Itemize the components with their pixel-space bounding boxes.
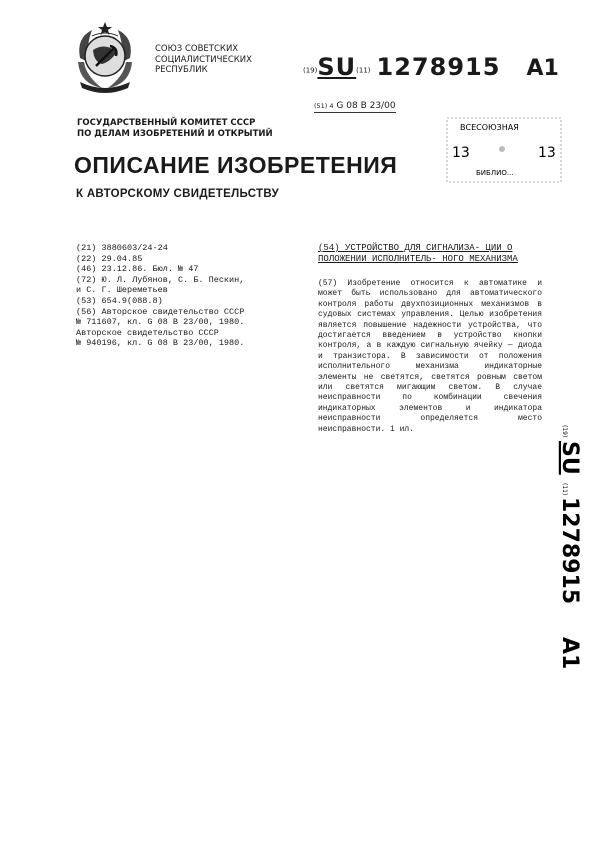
kind-code: A1 <box>526 56 559 81</box>
biblio-line: и С. Г. Шереметьев <box>76 285 168 296</box>
vertical-tag-19: (19) <box>561 425 568 438</box>
vertical-publication-number <box>541 425 582 675</box>
biblio-line: (46) 23.12.86. Бюл. № 47 <box>76 264 199 275</box>
tag-11: (11) <box>356 66 371 75</box>
abstract-text: (57) Изобретение относится к автоматике и может быть использовано для автоматического контроля работы двухпозиционных механизмов в судовых системах управления. Целью изобретения является повышение надежности устройства, что достигается введением в устройство кнопки контроля, а в каждую сигнальную ячейку — диода и транзистора. В зависимости от положения исполнительного механизма индикаторные элементы не светятся, светятся ровным светом или светятся мигающим светом. В случае неисправности по комбинации свечения индикаторных элементов и индикатора неисправности определяется место неисправности. 1 ил. <box>318 279 542 434</box>
stamp-right-num: 13 <box>538 145 556 161</box>
publication-number <box>303 53 559 81</box>
document-subtitle: К АВТОРСКОМУ СВИДЕТЕЛЬСТВУ <box>76 188 279 200</box>
stamp-top: ВСЕСОЮЗНАЯ <box>460 123 519 132</box>
stamp-bottom: БИБЛИО... <box>476 169 514 177</box>
union-line: РЕСПУБЛИК <box>155 65 208 75</box>
biblio-line: Авторское свидетельство СССР <box>76 327 219 338</box>
invention-title: (54) УСТРОЙСТВО ДЛЯ СИГНАЛИЗА- ЦИИ О ПОЛОЖЕНИИ ИСПОЛНИТЕЛЬ- НОГО МЕХАНИЗМА <box>318 243 518 264</box>
bibliographic-data <box>76 243 244 349</box>
vertical-kind-code: A1 <box>557 637 582 670</box>
biblio-line: (72) Ю. Л. Лубянов, С. Б. Пескин, <box>76 274 245 285</box>
biblio-line: (22) 29.04.85 <box>76 253 143 264</box>
pub-number: 1278915 <box>376 53 501 81</box>
country-code: SU <box>317 53 357 81</box>
biblio-line: (53) 654.9(088.8) <box>76 295 163 306</box>
biblio-line: (56) Авторское свидетельство СССР <box>76 306 245 317</box>
vertical-pub-number: 1278915 <box>557 497 582 605</box>
document-title: ОПИСАНИЕ ИЗОБРЕТЕНИЯ <box>74 152 398 178</box>
union-name <box>155 44 252 76</box>
ipc-code: G 08 B 23/00 <box>336 101 396 111</box>
stamp-left-num: 13 <box>452 145 470 161</box>
tag-19: (19) <box>303 66 318 75</box>
ipc-classification <box>314 101 396 113</box>
biblio-line: (21) 3880603/24-24 <box>76 243 168 253</box>
union-line: СОЦИАЛИСТИЧЕСКИХ <box>155 54 252 65</box>
committee-line: ПО ДЕЛАМ ИЗОБРЕТЕНИЙ И ОТКРЫТИЙ <box>77 129 273 139</box>
ussr-emblem-icon <box>66 18 144 96</box>
committee-line: ГОСУДАРСТВЕННЫЙ КОМИТЕТ СССР <box>77 118 256 128</box>
committee-name <box>77 118 273 140</box>
vertical-country-code: SU <box>557 441 582 475</box>
library-stamp <box>446 117 562 183</box>
vertical-tag-11: (11) <box>561 483 568 496</box>
biblio-line: № 940196, кл. G 08 B 23/00, 1980. <box>76 338 245 349</box>
ipc-tag: (51) 4 <box>314 102 334 110</box>
biblio-line: № 711607, кл. G 08 B 23/00, 1980. <box>76 317 245 328</box>
union-line: СОЮЗ СОВЕТСКИХ <box>155 44 239 54</box>
